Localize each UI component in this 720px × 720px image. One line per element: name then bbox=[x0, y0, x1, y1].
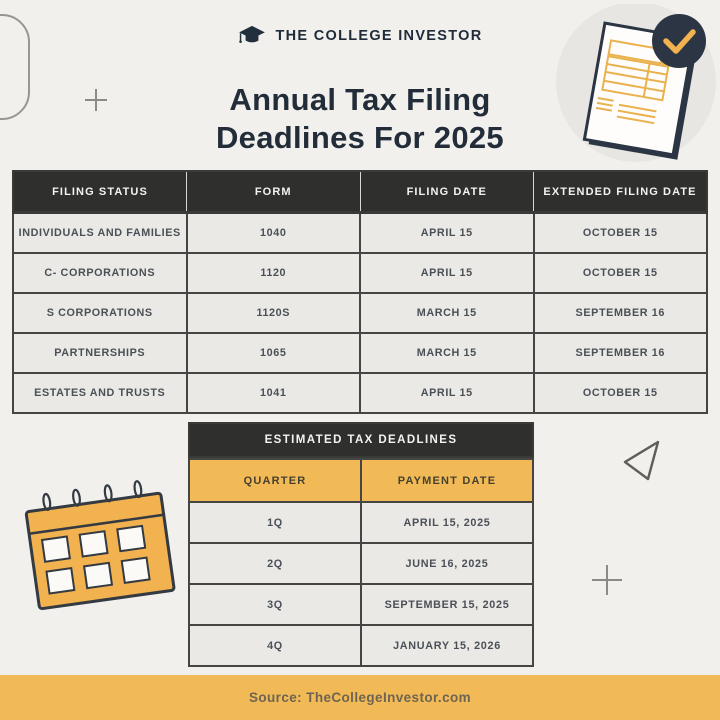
table-row bbox=[13, 373, 707, 413]
estimated-tax-table bbox=[188, 458, 534, 667]
cell-filing-date: APRIL 15 bbox=[360, 213, 534, 254]
table-row bbox=[189, 502, 533, 543]
source-text: Source: TheCollegeInvestor.com bbox=[248, 690, 472, 705]
cell-extended-date: SEPTEMBER 16 bbox=[534, 293, 708, 333]
table-row bbox=[189, 584, 533, 625]
cell-form: 1041 bbox=[187, 373, 361, 413]
cell-filing-status: PARTNERSHIPS bbox=[13, 333, 187, 373]
cell-quarter: 4Q bbox=[189, 625, 361, 666]
cell-form: 1120 bbox=[187, 253, 361, 293]
cell-extended-date: SEPTEMBER 16 bbox=[534, 333, 708, 373]
table-row bbox=[189, 543, 533, 584]
checkmark-badge bbox=[652, 14, 706, 68]
triangle-icon bbox=[620, 434, 666, 484]
cell-form: 1065 bbox=[187, 333, 361, 373]
filing-deadlines-table bbox=[12, 170, 708, 414]
cell-filing-status: INDIVIDUALS AND FAMILIES bbox=[13, 213, 187, 254]
cell-filing-status: ESTATES AND TRUSTS bbox=[13, 373, 187, 413]
estimated-header-row bbox=[189, 459, 533, 502]
title-line-2: Deadlines For 2025 bbox=[216, 120, 504, 156]
table-row bbox=[13, 213, 707, 254]
estimated-table-title: ESTIMATED TAX DEADLINES bbox=[188, 422, 534, 458]
cell-extended-date: OCTOBER 15 bbox=[534, 373, 708, 413]
table-row bbox=[13, 293, 707, 333]
cell-filing-status: C- CORPORATIONS bbox=[13, 253, 187, 293]
cell-quarter: 3Q bbox=[189, 584, 361, 625]
cell-extended-date: OCTOBER 15 bbox=[534, 213, 708, 254]
footer-source-bar bbox=[0, 675, 720, 720]
cell-filing-status: S CORPORATIONS bbox=[13, 293, 187, 333]
filing-table-header-row bbox=[13, 171, 707, 213]
cell-filing-date: APRIL 15 bbox=[360, 373, 534, 413]
col-payment-date: PAYMENT DATE bbox=[361, 459, 533, 502]
cell-payment-date: JUNE 16, 2025 bbox=[361, 543, 533, 584]
cell-form: 1040 bbox=[187, 213, 361, 254]
graduation-cap-icon bbox=[237, 25, 267, 47]
table-row bbox=[189, 625, 533, 666]
estimated-tax-section bbox=[188, 422, 534, 667]
col-quarter: QUARTER bbox=[189, 459, 361, 502]
plus-icon bbox=[592, 565, 622, 595]
table-row bbox=[13, 253, 707, 293]
cell-payment-date: SEPTEMBER 15, 2025 bbox=[361, 584, 533, 625]
cell-quarter: 2Q bbox=[189, 543, 361, 584]
cell-filing-date: MARCH 15 bbox=[360, 333, 534, 373]
cell-filing-date: MARCH 15 bbox=[360, 293, 534, 333]
calendar-illustration bbox=[18, 476, 186, 618]
col-form: FORM bbox=[187, 171, 361, 213]
brand-name: THE COLLEGE INVESTOR bbox=[275, 28, 483, 44]
cell-form: 1120S bbox=[187, 293, 361, 333]
col-filing-date: FILING DATE bbox=[360, 171, 534, 213]
col-filing-status: FILING STATUS bbox=[13, 171, 187, 213]
col-extended-filing-date: EXTENDED FILING DATE bbox=[534, 171, 708, 213]
table-row bbox=[13, 333, 707, 373]
cell-extended-date: OCTOBER 15 bbox=[534, 253, 708, 293]
cell-payment-date: APRIL 15, 2025 bbox=[361, 502, 533, 543]
cell-payment-date: JANUARY 15, 2026 bbox=[361, 625, 533, 666]
tax-document-illustration bbox=[548, 4, 718, 166]
title-line-1: Annual Tax Filing bbox=[229, 81, 491, 117]
cell-filing-date: APRIL 15 bbox=[360, 253, 534, 293]
cell-quarter: 1Q bbox=[189, 502, 361, 543]
